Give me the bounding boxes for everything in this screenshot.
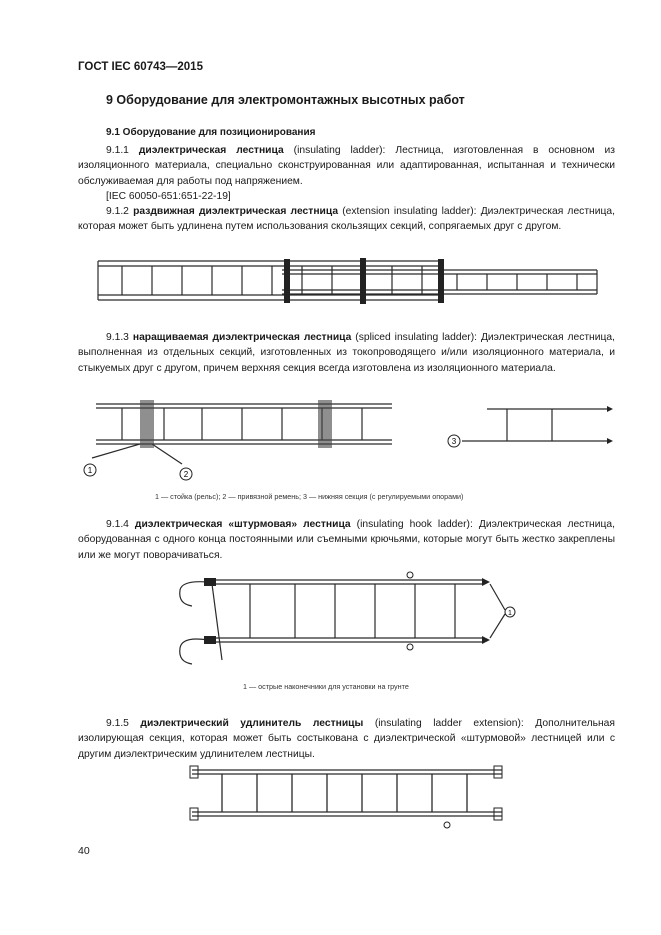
clause-number: 9.1.2	[106, 206, 129, 217]
extension-ladder-figure	[92, 252, 602, 314]
figure-caption-2: 1 — стойка (рельс); 2 — привязной ремень; 3 — нижняя секция (с регулируемыми опорами)	[155, 492, 464, 501]
term-english: (spliced insulating ladder):	[355, 332, 478, 343]
paragraph-9-1-2	[78, 204, 615, 235]
term: диэлектрический удлинитель лестницы	[140, 718, 364, 729]
term: раздвижная диэлектрическая лестница	[133, 206, 339, 217]
clause-number: 9.1.3	[106, 332, 129, 343]
callout-2: 2	[183, 470, 189, 479]
term-english: (insulating ladder extension):	[374, 718, 524, 729]
term-english: (extension insulating ladder):	[342, 206, 477, 217]
section-title: 9 Оборудование для электромонтажных высотных работ	[106, 93, 465, 107]
paragraph-9-1-1	[78, 143, 615, 204]
definition: Диэлектрическая лестница, оборудованная с одного конца постоянными или съемными крючьями, которые могут быть жестко закреплены или же могут поворачиваться.	[78, 519, 615, 561]
term-english: (insulating ladder):	[293, 145, 386, 156]
callout-3: 3	[451, 437, 457, 446]
hook-ladder-figure	[170, 570, 520, 670]
figure-caption-3: 1 — острые наконечники для установки на грунте	[243, 682, 409, 691]
clause-number: 9.1.4	[106, 519, 129, 530]
definition: Дополнительная изолирующая секция, которая может быть состыкована с диэлектрической «штурмовой» лестницей или с другим диэлектрическим удлинителем лестницы.	[78, 718, 615, 760]
reference: [IEC 60050-651:651-22-19]	[106, 190, 231, 202]
paragraph-9-1-4	[78, 517, 615, 563]
ladder-extension-figure	[182, 760, 512, 830]
clause-number: 9.1.1	[106, 145, 129, 156]
definition: Диэлектрическая лестница, которая может быть удлинена путем использования скользящих секций, сопрягаемых друг с другом.	[78, 206, 615, 233]
callout-1: 1	[87, 466, 93, 475]
definition: Лестница, изготовленная в основном из изоляционного материала, специально сконструированная или адаптированная, испытанная и технически обслуживаемая для работы под напряжением.	[78, 145, 615, 187]
document-header: ГОСТ IEC 60743—2015	[78, 61, 203, 73]
definition: Диэлектрическая лестница, выполненная из отдельных секций, изготовленных из токопроводящего и/или изоляционного материала, и стыкуемых друг с другом, причем верхняя секция всегда изготовлена из изоляционного материала.	[78, 332, 615, 374]
page-number: 40	[78, 845, 90, 857]
term: диэлектрическая «штурмовая» лестница	[134, 519, 351, 530]
term-english: (insulating hook ladder):	[356, 519, 473, 530]
paragraph-9-1-5	[78, 716, 615, 762]
callout-1: 1	[508, 610, 512, 617]
paragraph-9-1-3	[78, 330, 615, 376]
clause-number: 9.1.5	[106, 718, 129, 729]
term: диэлектрическая лестница	[138, 145, 284, 156]
term: наращиваемая диэлектрическая лестница	[132, 332, 352, 343]
subsection-title: 9.1 Оборудование для позиционирования	[106, 127, 316, 138]
spliced-ladder-figure	[82, 396, 622, 486]
